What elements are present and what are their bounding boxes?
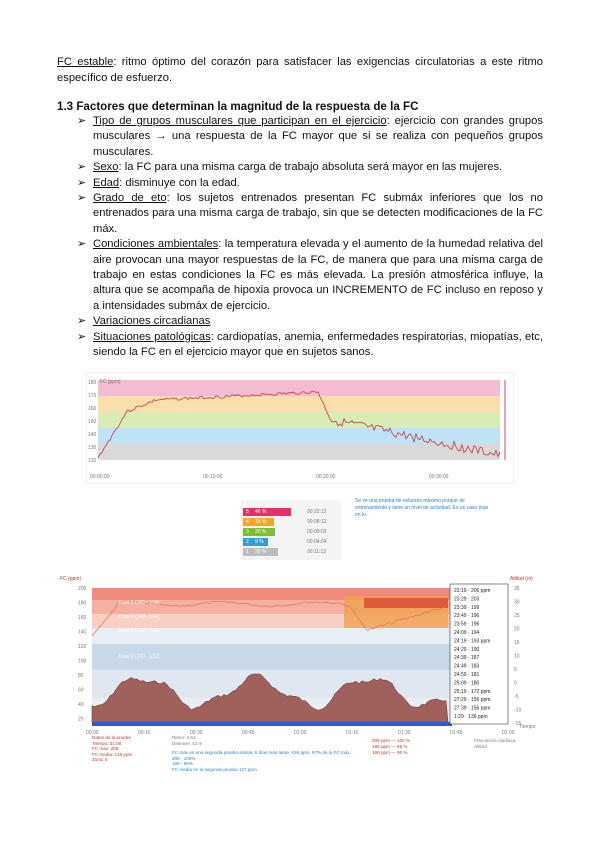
y-left-tick: 60 [78, 687, 84, 694]
y-left-tick: 20 [78, 716, 84, 723]
zone-time: 00:04:04 [307, 539, 327, 545]
arrow-bullet-icon: ➢ [77, 115, 87, 127]
zone-pill [243, 548, 278, 556]
legend-value: 23:19 · 206 ppm [454, 588, 491, 594]
item-term: Variaciones circadianas [93, 315, 211, 328]
list-item [77, 237, 543, 314]
list-item [77, 160, 543, 175]
zone-percent: 20 % [255, 529, 267, 535]
y-right-tick: 25 [514, 613, 520, 619]
y-right-tick: -10 [514, 707, 522, 714]
chart2-ylabel-right: Altitud (m) [510, 576, 533, 582]
footer-line: 196 ppm — 95 % [372, 744, 408, 749]
legend-value: 24:39 · 187 [454, 655, 480, 662]
y-tick: 130 [88, 445, 97, 451]
footer-line: Tiempo: 01:58 [92, 740, 122, 746]
item-term: Condiciones ambientales [93, 238, 219, 251]
zone-number: 4 [246, 519, 249, 525]
zone-band [98, 428, 500, 444]
x-tick: 01:00 [294, 730, 307, 736]
footer-line: Datos de la prueba [92, 735, 131, 740]
item-term: Grado de eto [93, 192, 167, 205]
y-left-tick: 40 [78, 702, 84, 708]
footer-line: FC máx: 206 [92, 746, 119, 752]
x-tick: 00:15 [138, 730, 151, 736]
zone-time: 00:22:12 [307, 509, 327, 515]
x-tick: 00:45 [242, 730, 255, 736]
y-left-tick: 100 [78, 658, 87, 665]
x-tick: 00:30:00 [429, 474, 449, 480]
y-right-tick: 30 [514, 599, 520, 606]
item-text: : cardiopatías, anemia, enfermedades respiratorias, miopatías, etc, siendo la FC en el ejercicio mayor que en sujetos sanos. [93, 330, 544, 359]
zone-row [243, 528, 339, 536]
zone-time: 00:09:03 [307, 529, 327, 535]
y-tick: 150 [88, 419, 97, 425]
chart2-footer-mid [172, 735, 202, 746]
intro-text: : ritmo óptimo del corazón para satisfacer las exigencias circulatorias a este ritmo específico de esfuerzo. [57, 56, 543, 84]
item-text: : ejercicio con grandes grupos musculares → una respuesta de la FC mayor que si se realiza con pequeños grupos musculares. [93, 115, 543, 158]
chart2-footer-note [172, 750, 362, 772]
time-bar [92, 722, 452, 726]
zone-label: Zona 2 (100 - 132) [118, 654, 160, 660]
footer-note-line: FC media en la segunda prueba 127 ppm [172, 766, 257, 772]
legend-value: 1:29 · 136 ppm [454, 714, 488, 720]
y-tick: 140 [88, 432, 97, 438]
arrow-bullet-icon: ➢ [77, 161, 87, 174]
zone-pill [243, 508, 291, 516]
zone-percent: 18 % [255, 519, 267, 525]
y-right-tick: 0 [514, 680, 517, 687]
legend-value: 23:59 · 196 [454, 621, 480, 628]
legend-value: 24:59 · 181 [454, 672, 480, 678]
zone-percent: 25 % [255, 549, 267, 555]
legend-value: 24:29 · 190 [454, 646, 480, 653]
zone-label: Zona 4 (149 - 164) [118, 614, 160, 620]
footer-note-line: 206 - 100% [172, 755, 196, 761]
x-tick: 00:10:00 [203, 474, 223, 480]
zones-table [241, 500, 341, 560]
footer-note-line: FC máx en una segunda prueba similar, 5 días más tarde, 196 ppm, 97% de la FC máx. [172, 750, 351, 755]
footer-line: FC media: 135 ppm [92, 751, 133, 757]
item-text: : los sujetos entrenados presentan FC submáx inferiores que los no entrenados para una misma carga de trabajo, sin que se detecten modificaciones de la FC máx. [93, 192, 543, 235]
legend-value: 24:49 · 183 [454, 663, 480, 670]
footer-line: Desnivel: 42 m [172, 740, 203, 746]
zone-row [243, 538, 339, 546]
arrow-bullet-icon: ➢ [77, 192, 87, 205]
y-right-tick: 5 [514, 667, 517, 673]
section-heading: 1.3 Factores que determinan la magnitud de la respuesta de la FC [57, 100, 419, 113]
legend-value: 23:29 · 203 [454, 596, 480, 603]
footer-line: Zona: 5 [92, 757, 108, 763]
zone-pill [243, 528, 275, 536]
x-tick: 02:00 [502, 730, 515, 736]
legend-hr: Frecuencia cardiaca [474, 738, 516, 743]
chart2-footer-right [372, 738, 430, 756]
footer-line: 186 ppm — 90 % [372, 750, 408, 755]
y-tick: 170 [88, 393, 97, 399]
heart-rate-chart-1 [86, 372, 514, 484]
chart1-ylabel: FC [ppm] [100, 379, 121, 385]
zone-time: 00:11:13 [307, 549, 327, 555]
item-term: Edad [93, 176, 120, 189]
x-tick: 01:30 [398, 730, 411, 736]
item-text: : disminuye con la edad. [119, 176, 240, 189]
list-item [77, 191, 543, 237]
zone-number: 5 [246, 509, 249, 515]
x-tick: 01:15 [346, 730, 359, 736]
list-item [77, 176, 543, 191]
legend-value: 27:29 · 156 ppm [454, 697, 491, 704]
y-left-tick: 140 [78, 629, 87, 636]
legend-value: 23:39 · 199 [454, 604, 480, 611]
zone-percent: 46 % [255, 509, 267, 515]
zone-number: 1 [246, 549, 249, 555]
zone-time: 00:08:12 [307, 519, 327, 525]
zone-number: 2 [246, 539, 249, 545]
factors-list [77, 114, 543, 361]
zone-number: 3 [246, 529, 249, 535]
legend-altitude: Altitud [474, 744, 487, 749]
y-right-tick: -5 [514, 694, 519, 700]
chart2-footer-legend [474, 738, 515, 750]
x-tick: 00:30 [190, 730, 203, 736]
zone-pill [243, 538, 268, 546]
x-tick: 00:00:00 [90, 474, 110, 480]
zones-note: Se ve una prueba de esfuerzo máximo porque de entrenamiento y tiene un nivel de actividad. Es un caso mas en lo. [355, 498, 489, 518]
zone-band [98, 396, 500, 412]
chart2-ylabel-left: FC (ppm) [60, 576, 82, 582]
legend-value: 25:09 · 180 [454, 680, 480, 687]
footer-note-line: 196 - 95% [172, 761, 193, 767]
x-tick: 01:45 [450, 730, 463, 736]
legend-value: 23:49 · 196 [454, 613, 480, 620]
y-right-tick: 15 [514, 640, 520, 646]
item-term: Tipo de grupos musculares que participan en el ejercicio [93, 115, 387, 127]
footer-line: 206 ppm — 100 % [372, 738, 411, 743]
item-text: : la FC para una misma carga de trabajo absoluta será mayor en las mujeres. [118, 161, 503, 174]
y-left-tick: 160 [78, 615, 87, 621]
zone-band [98, 380, 500, 396]
zone-scale-bar [504, 380, 506, 460]
y-tick: 180 [88, 380, 97, 386]
arrow-bullet-icon: ➢ [77, 330, 87, 343]
y-left-tick: 120 [78, 644, 87, 650]
arrow-bullet-icon: ➢ [77, 315, 87, 328]
zone-band [98, 412, 500, 428]
zone-label: Zona 5 (165 - 178) [118, 600, 160, 606]
zone-row [243, 548, 339, 556]
legend-value: 24:09 · 194 [454, 630, 480, 636]
footer-line: Ritmo: 4.51 [172, 735, 196, 740]
list-item [77, 330, 543, 361]
legend-value: 27:39 · 156 ppm [454, 705, 491, 712]
x-tick: 00:00 [86, 730, 99, 736]
intro-paragraph [57, 54, 543, 86]
y-tick: 160 [88, 406, 97, 412]
arrow-bullet-icon: ➢ [77, 238, 87, 251]
legend-value: 24:19 · 193 ppm [454, 638, 491, 645]
peak-zone-highlight [364, 598, 448, 608]
x-tick: 00:20:00 [316, 474, 336, 480]
zone-row [243, 508, 339, 516]
chart2-xlabel: Tiempo [519, 724, 536, 730]
intro-term: FC estable [57, 56, 114, 68]
zone-row [243, 518, 339, 526]
y-right-tick: 20 [514, 626, 520, 633]
y-right-tick: 35 [514, 586, 520, 592]
item-text: : la temperatura elevada y el aumento de la humedad relativa del aire provocan una mayor respuestas de la FC, de manera que para una misma carga de trabajo en estas condiciones la FC es más elevada. La presión atmosférica influye, la altura que se acompaña de hipoxia provoca un INCREMENTO de FC incluso en reposo y a intensidades submáx de ejercicio. [93, 238, 543, 312]
y-left-tick: 80 [78, 673, 84, 679]
item-term: Situaciones patológicas [93, 330, 211, 343]
arrow-bullet-icon: ➢ [77, 176, 87, 189]
item-term: Sexo [93, 161, 119, 174]
chart2-footer-left [92, 735, 132, 763]
list-item [77, 114, 543, 160]
y-left-tick: 180 [78, 600, 87, 607]
zone-percent: 9 % [255, 539, 264, 545]
zone-band [98, 444, 500, 460]
y-left-tick: 200 [78, 586, 87, 592]
zone-pill [243, 518, 274, 526]
y-right-tick: 10 [514, 653, 520, 660]
zone-label: Zona 3 (133 - 148) [118, 628, 160, 634]
list-item [77, 314, 543, 329]
y-tick: 120 [88, 458, 97, 464]
legend-value: 25:19 · 172 ppm [454, 688, 491, 695]
y-right-tick: -15 [514, 721, 522, 727]
